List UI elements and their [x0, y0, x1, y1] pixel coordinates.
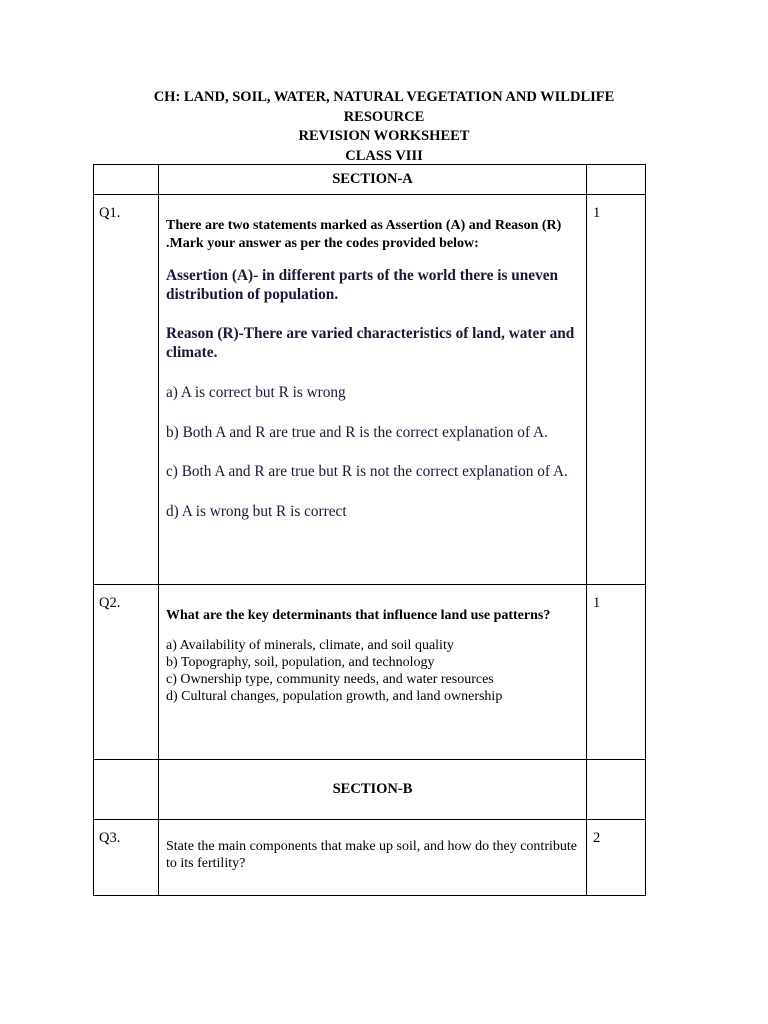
empty-cell: [94, 760, 159, 820]
section-b-title: SECTION-B: [159, 760, 587, 820]
marks-value: 1: [587, 195, 646, 585]
worksheet-table: [93, 164, 646, 896]
option-d: d) A is wrong but R is correct: [166, 503, 347, 520]
reason-statement: Reason (R)-There are varied characteristics of land, water and climate.: [166, 325, 575, 361]
question-stem: There are two statements marked as Assertion (A) and Reason (R) .Mark your answer as per the codes provided below:: [166, 218, 562, 251]
empty-cell: [587, 165, 646, 195]
option-a: a) A is correct but R is wrong: [166, 384, 346, 401]
section-a-row: [94, 165, 646, 195]
option-b: b) Both A and R are true and R is the correct explanation of A.: [166, 424, 548, 441]
empty-cell: [587, 760, 646, 820]
question-row-q2: [94, 585, 646, 760]
option-a: a) Availability of minerals, climate, and soil quality: [166, 638, 454, 653]
option-d: d) Cultural changes, population growth, and land ownership: [166, 689, 503, 704]
question-row-q3: [94, 820, 646, 896]
option-c: c) Ownership type, community needs, and water resources: [166, 672, 494, 687]
chapter-title: CH: LAND, SOIL, WATER, NATURAL VEGETATION AND WILDLIFE: [153, 89, 615, 105]
marks-value: 1: [587, 585, 646, 760]
question-body-q1: [159, 195, 587, 585]
question-row-q1: [94, 195, 646, 585]
question-body-q3: [159, 820, 587, 896]
section-b-row: [94, 760, 646, 820]
marks-value: 2: [587, 820, 646, 896]
option-b: b) Topography, soil, population, and technology: [166, 655, 435, 670]
question-body-q2: [159, 585, 587, 760]
option-c: c) Both A and R are true but R is not the correct explanation of A.: [166, 463, 568, 480]
empty-cell: [94, 165, 159, 195]
class-label: CLASS VIII: [345, 147, 423, 164]
question-stem: What are the key determinants that influence land use patterns?: [166, 608, 551, 623]
chapter-title-continued: RESOURCE: [343, 108, 425, 125]
worksheet-title: REVISION WORKSHEET: [298, 128, 470, 144]
assertion-statement: Assertion (A)- in different parts of the world there is uneven distribution of population.: [166, 267, 559, 303]
section-a-title: SECTION-A: [159, 165, 587, 195]
question-text: State the main components that make up soil, and how do they contribute to its fertility?: [166, 839, 577, 871]
question-number: Q1.: [94, 195, 159, 585]
worksheet-header: [60, 88, 708, 166]
question-number: Q2.: [94, 585, 159, 760]
question-number: Q3.: [94, 820, 159, 896]
